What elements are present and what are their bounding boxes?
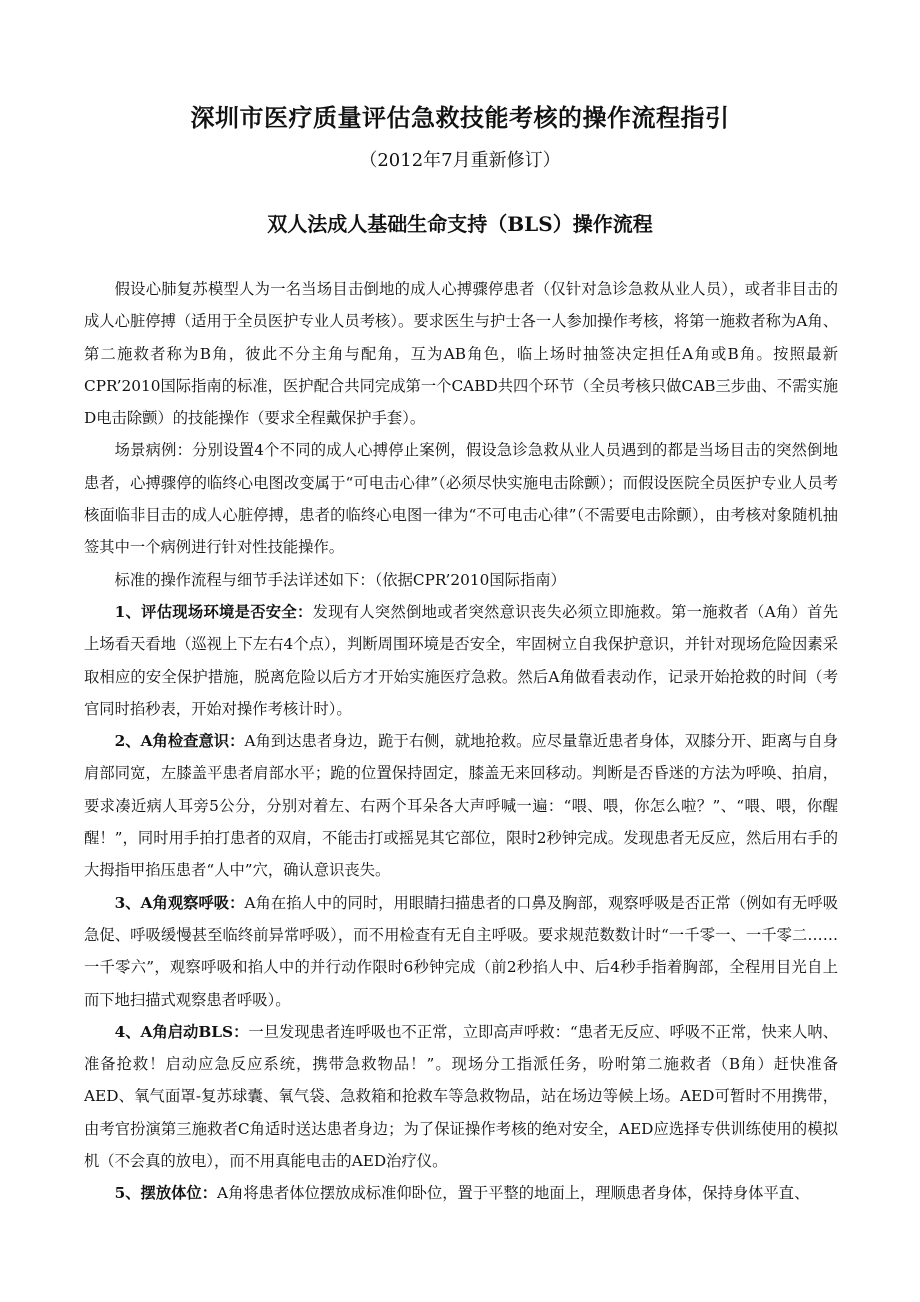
step-text: 发现有人突然倒地或者突然意识丧失必须立即施救。第一施救者（A角）首先上场看天看地（巡视上下左右4个点），判断周围环境是否安全，牢固树立自我保护意识，并针对现场危险因素采取相应的安全保护措施，脱离危险以后方才开始实施医疗急救。然后A角做看表动作，记录开始抢救的时间（考官同时掐秒表，开始对操作考核计时）。 — [84, 602, 838, 718]
step-paragraph — [84, 1016, 838, 1177]
step-text: 一旦发现患者连呼吸也不正常，立即高声呼救：“患者无反应、呼吸不正常，快来人呐、准备抢救！启动应急反应系统，携带急救物品！”。现场分工指派任务，吩咐第二施救者（B角）赶快准备AED、氧气面罩-复苏球囊、氧气袋、急救箱和抢救车等急救物品，站在场边等候上场。AED可暂时不用携带，由考官扮演第三施救者C角适时送达患者身边；为了保证操作考核的绝对安全，AED应选择专供训练使用的模拟机（不会真的放电），而不用真能电击的AED治疗仪。 — [84, 1022, 838, 1171]
intro-paragraph: 假设心肺复苏模型人为一名当场目击倒地的成人心搏骤停患者（仅针对急诊急救从业人员），或者非目击的成人心脏停搏（适用于全员医护专业人员考核）。要求医生与护士各一人参加操作考核，将第一施救者称为A角、第二施救者称为B角，彼此不分主角与配角，互为AB角色，临上场时抽签决定担任A角或B角。按照最新CPR’2010国际指南的标准，医护配合共同完成第一个CABD共四个环节（全员考核只做CAB三步曲、不需实施D电击除颤）的技能操作（要求全程戴保护手套）。 — [84, 280, 838, 428]
step-heading: 2、A角检查意识： — [114, 732, 245, 751]
step-paragraph — [84, 1177, 838, 1209]
step-text: A角将患者体位摆放成标准仰卧位，置于平整的地面上，理顺患者身体，保持身体平直、 — [217, 1184, 810, 1203]
document-title: 深圳市医疗质量评估急救技能考核的操作流程指引 — [190, 103, 730, 132]
step-text: A角到达患者身边，跪于右侧，就地抢救。应尽量靠近患者身体，双膝分开、距离与自身肩部同宽，左膝盖平患者肩部水平；跪的位置保持固定，膝盖无来回移动。判断是否昏迷的方法为呼唤、拍肩，要求凑近病人耳旁5公分，分别对着左、右两个耳朵各大声呼喊一遍：“喂、喂，你怎么啦？”、“喂、喂，你醒醒！”，同时用手拍打患者的双肩，不能击打或摇晃其它部位，限时2秒钟完成。发现患者无反应，然后用右手的大拇指甲掐压患者“人中”穴，确认意识丧失。 — [84, 732, 838, 880]
procedure-intro-paragraph: 标准的操作流程与细节手法详述如下：（依据CPR’2010国际指南） — [114, 570, 566, 589]
step-heading: 1、评估现场环境是否安全： — [114, 602, 313, 621]
scenario-paragraph: 场景病例：分别设置4个不同的成人心搏停止案例，假设急诊急救从业人员遇到的都是当场目击的突然倒地患者，心搏骤停的临终心电图改变属于“可电击心律”（必须尽快实施电击除颤）；而假设医院全员医护专业人员考核面临非目击的成人心脏停搏，患者的临终心电图一律为“不可电击心律”（不需要电击除颤），由考核对象随机抽签其中一个病例进行针对性技能操作。 — [84, 441, 838, 557]
step-paragraph — [84, 887, 838, 1016]
step-heading: 3、A角观察呼吸： — [114, 893, 245, 912]
step-heading: 4、A角启动BLS： — [114, 1022, 249, 1041]
step-heading: 5、摆放体位： — [114, 1184, 218, 1203]
section-title: 双人法成人基础生命支持（BLS）操作流程 — [267, 212, 653, 236]
step-paragraph — [84, 596, 838, 725]
step-text: A角在掐人中的同时，用眼睛扫描患者的口鼻及胸部，观察呼吸是否正常（例如有无呼吸急促、呼吸缓慢甚至临终前异常呼吸），而不用检查有无自主呼吸。要求规范数数计时“一千零一、一千零二……一千零六”，观察呼吸和掐人中的并行动作限时6秒钟完成（前2秒掐人中、后4秒手指着胸部，全程用目光自上而下地扫描式观察患者呼吸）。 — [84, 893, 838, 1009]
document-subtitle: （2012年7月重新修订） — [359, 150, 561, 171]
step-paragraph — [84, 725, 838, 886]
document-body — [84, 273, 838, 1210]
